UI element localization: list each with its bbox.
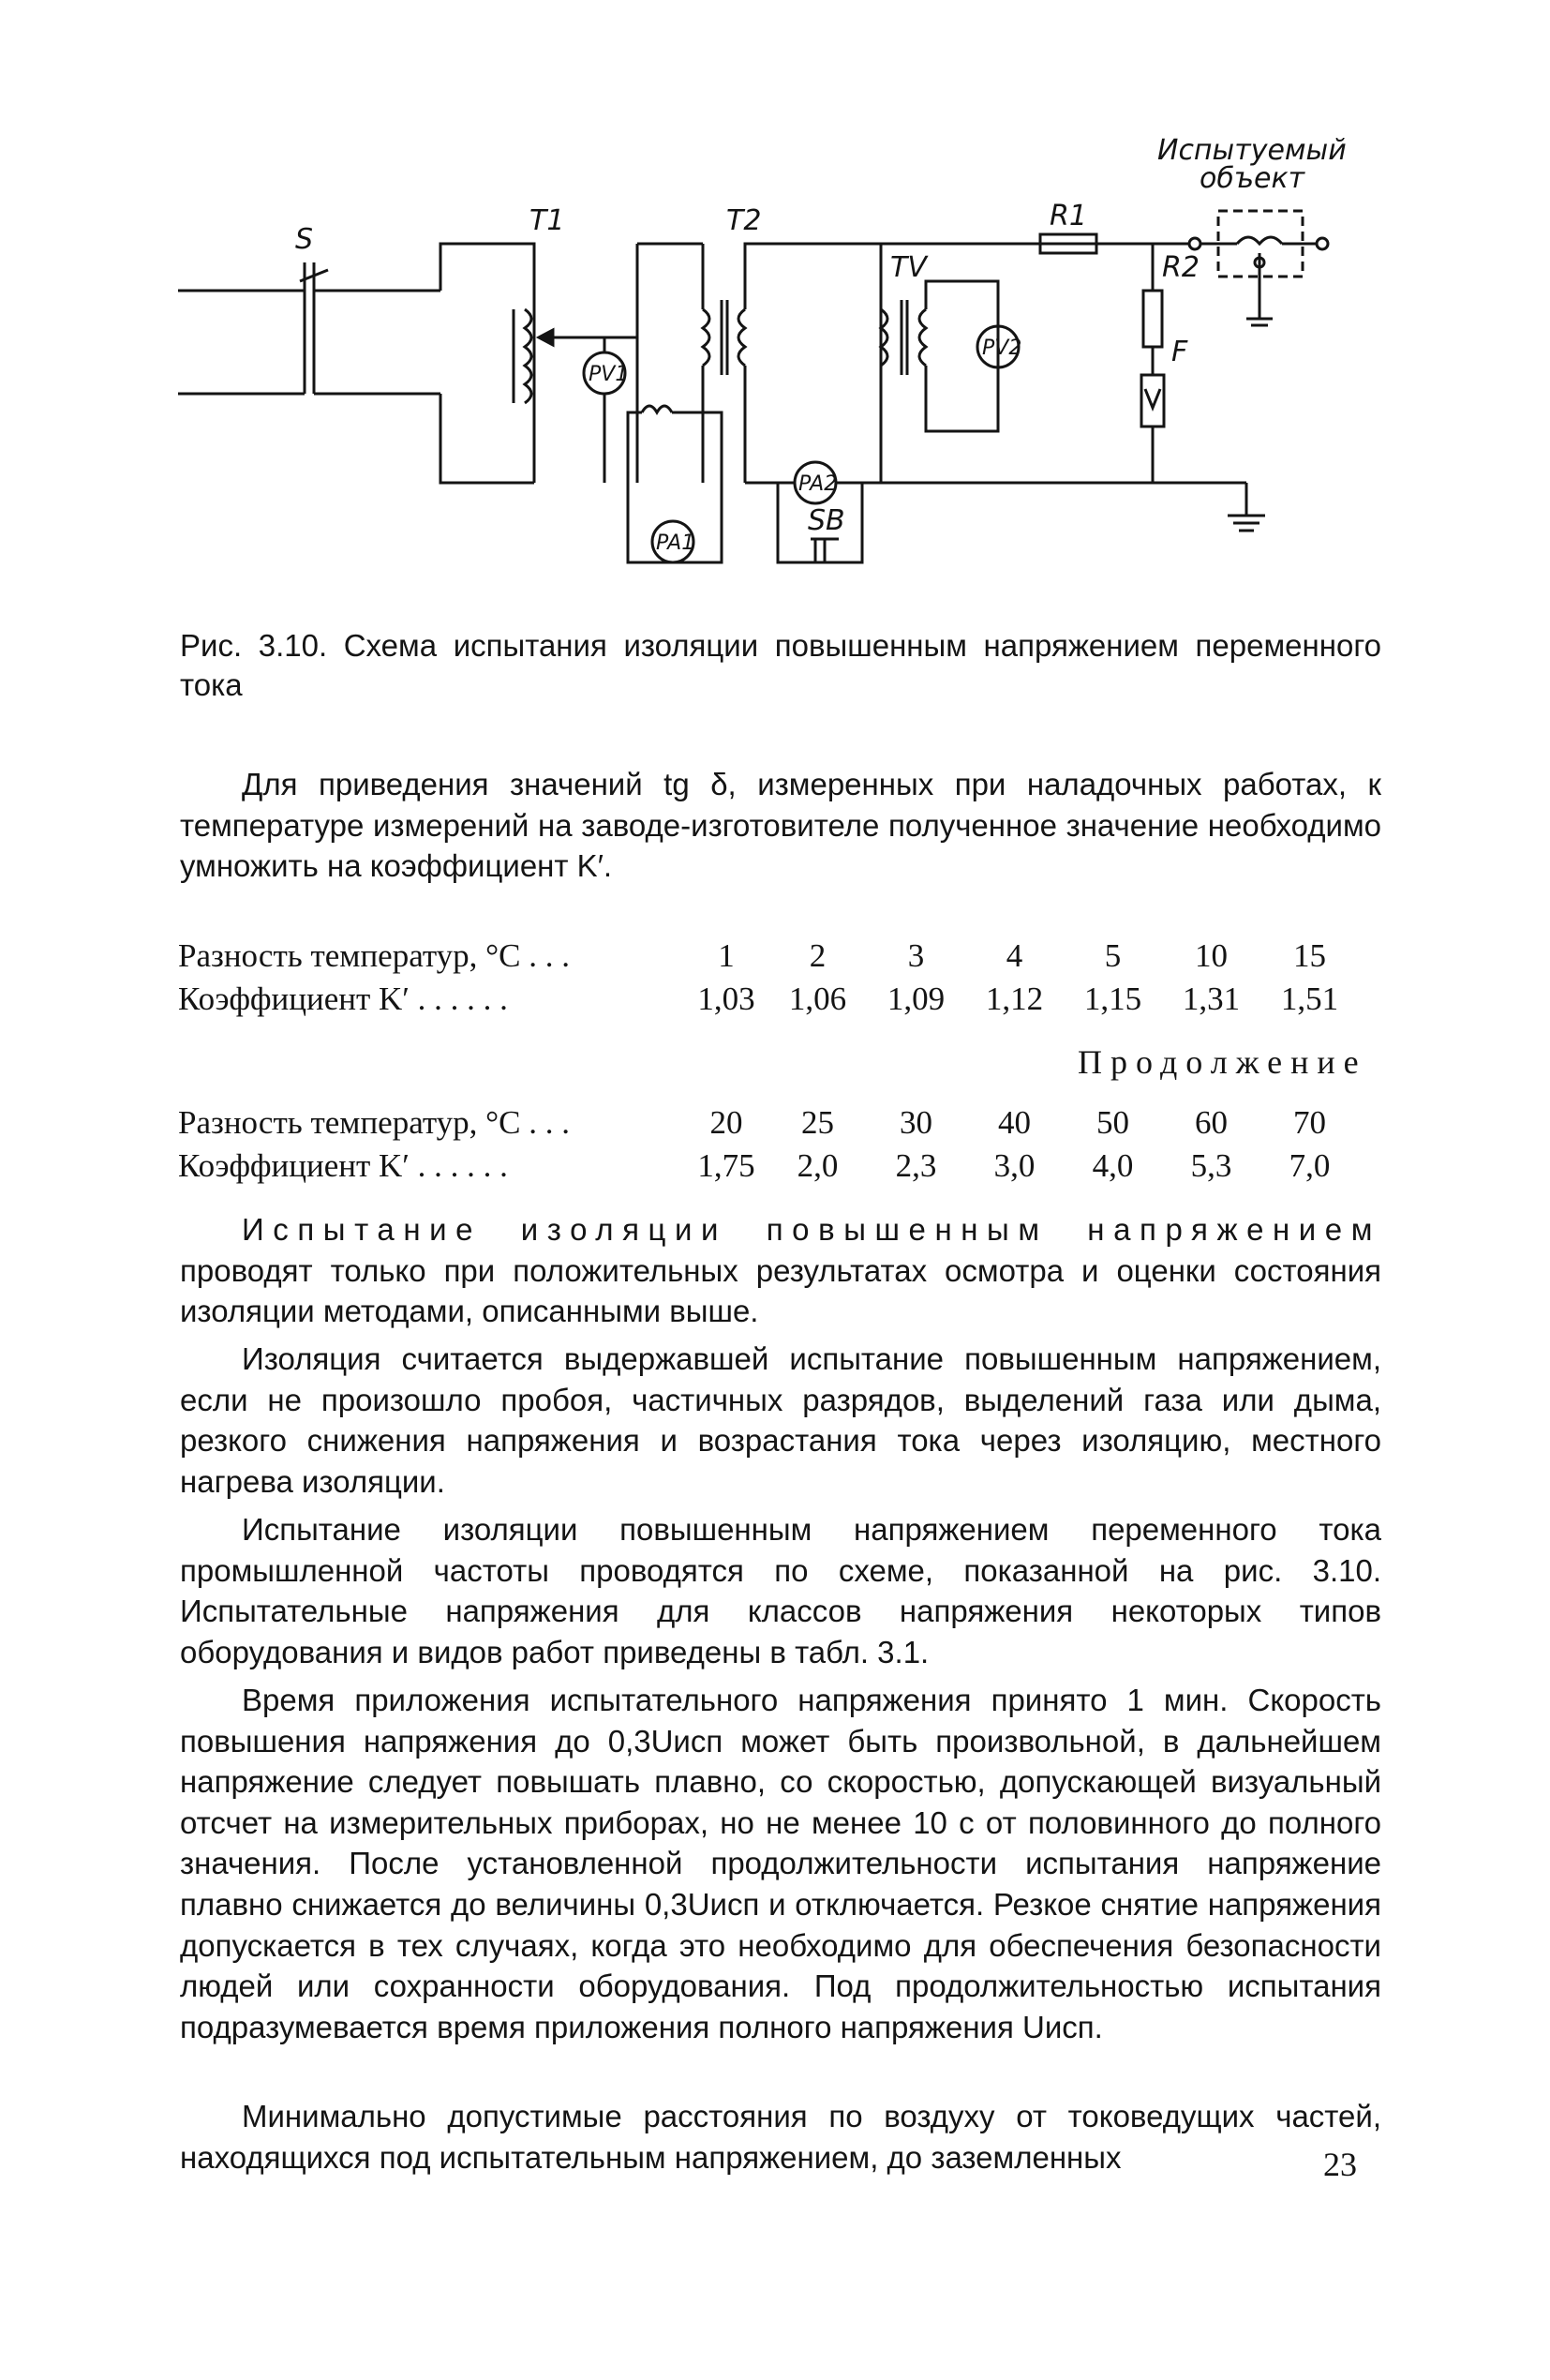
table1-coeff: 1,09 — [887, 980, 946, 1017]
t1-primary-frame — [440, 244, 534, 483]
t1-winding — [525, 309, 531, 403]
table1-temp: 1 — [718, 937, 735, 974]
pa1-current-transformer — [642, 406, 672, 412]
table2-temp: 70 — [1293, 1104, 1326, 1141]
table2-coeff: 2,3 — [895, 1147, 937, 1184]
table2-coeff: 5,3 — [1190, 1147, 1232, 1184]
label-t1: T1 — [529, 204, 565, 237]
table1-temp: 10 — [1195, 937, 1228, 974]
tv-secondary-winding — [919, 309, 926, 366]
table1-coeff: 1,03 — [697, 980, 755, 1017]
label-pv1: PV1 — [589, 363, 629, 386]
table1-row-coeffs — [178, 980, 1359, 1024]
t1-bottom-frame — [440, 394, 534, 483]
label-object-line2: объект — [1200, 162, 1305, 195]
object-terminal-left — [1189, 238, 1200, 249]
table1-coeff: 1,31 — [1182, 980, 1241, 1017]
paragraph-duration: Время приложения испытательного напряжения принято 1 мин. Скорость повышения напряжения до 0,3Uисп может быть произвольной, в дальнейшем напряжение следует повышать плавно, со скоростью, допускающей визуальный отсчет на измерительных приборах, но не менее 10 с от половинного до полного значения. После установленной продолжительности испытания напряжение плавно снижается до величины 0,3Uисп и отключается. Резкое снятие напряжения допускается в тех случаях, когда это необходимо для обеспечения безопасности людей или сохранности оборудования. Под продолжительностью испытания подразумевается время приложения полного напряжения Uисп. — [180, 1683, 1381, 2044]
t2-secondary-winding — [738, 309, 745, 366]
t2-primary-winding — [703, 309, 709, 366]
label-sb: SB — [808, 504, 845, 537]
table1-temp: 5 — [1104, 937, 1122, 974]
table1-coeff: 1,12 — [985, 980, 1044, 1017]
table2-row2-label: Коэффициент K′ . . . . . . — [178, 1147, 508, 1184]
coefficient-table-2 — [178, 1104, 1359, 1190]
object-terminal-right — [1317, 238, 1328, 249]
table1-temp: 2 — [809, 937, 827, 974]
table2-temp: 60 — [1195, 1104, 1228, 1141]
paragraph-tg-delta: Для приведения значений tg δ, измеренных при наладочных работах, к температуре измерений на заводе-изготовителе полученное значение необходимо умножить на коэффициент K′. — [180, 767, 1381, 884]
table2-temp: 30 — [900, 1104, 932, 1141]
table2-row-temps — [178, 1104, 1359, 1147]
hv-bus — [745, 244, 1171, 309]
circuit-diagram — [141, 122, 1406, 609]
f-arrow — [1145, 389, 1160, 408]
table2-coeff: 2,0 — [797, 1147, 839, 1184]
table1-temp: 15 — [1293, 937, 1326, 974]
table1-row2-label: Коэффициент K′ . . . . . . — [178, 980, 508, 1017]
spaced-heading-text: Испытание изоляции повышенным напряжением — [242, 1212, 1381, 1247]
r2-resistor — [1143, 291, 1162, 347]
t1-tap-arrow — [539, 330, 553, 345]
table1-temp: 3 — [907, 937, 925, 974]
continuation-label: Продолжение — [1078, 1043, 1367, 1081]
table1-coeff: 1,15 — [1083, 980, 1142, 1017]
coefficient-table-1 — [178, 937, 1359, 1024]
label-f: F — [1171, 336, 1188, 368]
table2-row-coeffs — [178, 1147, 1359, 1190]
paragraph-withstood: Изоляция считается выдержавшей испытание повышенным напряжением, если не произошло пробоя, частичных разрядов, выделений газа или дыма, резкого снижения напряжения и возрастания тока через изоляцию, местного нагрева изоляции. — [180, 1341, 1381, 1499]
paragraph-scheme: Испытание изоляции повышенным напряжением переменного тока промышленной частоты проводятся по схеме, показанной на рис. 3.10. Испытательные напряжения для классов напряжения некоторых типов оборудования и видов работ приведены в табл. 3.1. — [180, 1512, 1381, 1669]
label-r2: R2 — [1162, 251, 1200, 284]
table2-coeff: 4,0 — [1092, 1147, 1134, 1184]
table1-temp: 4 — [1006, 937, 1023, 974]
table2-temp: 25 — [801, 1104, 834, 1141]
object-coil — [1237, 237, 1282, 244]
paragraph-distances: Минимально допустимые расстояния по воздуху от токоведущих частей, находящихся под испытательным напряжением, до заземленных — [180, 2099, 1381, 2175]
table1-coeff: 1,51 — [1280, 980, 1339, 1017]
paragraph-test-conditions — [180, 1209, 1381, 1332]
circuit-svg — [141, 122, 1406, 609]
table1-coeff: 1,06 — [788, 980, 847, 1017]
table1-row-temps — [178, 937, 1359, 980]
label-object-line1: Испытуемый — [1157, 134, 1347, 167]
table2-temp: 20 — [709, 1104, 743, 1141]
f-arrester — [1141, 375, 1164, 427]
label-tv: TV — [890, 251, 927, 284]
table2-row1-label: Разность температур, °С . . . — [178, 1104, 571, 1141]
table2-coeff: 7,0 — [1289, 1147, 1331, 1184]
page-number: 23 — [1323, 2146, 1357, 2183]
figure-caption: Рис. 3.10. Схема испытания изоляции повышенным напряжением переменного тока — [180, 628, 1381, 702]
table1-row1-label: Разность температур, °С . . . — [178, 937, 571, 974]
paragraph-test-conditions-text: проводят только при положительных результатах осмотра и оценки состояния изоляции методами, описанными выше. — [180, 1252, 1381, 1329]
label-s: S — [295, 223, 314, 256]
table2-coeff: 1,75 — [697, 1147, 755, 1184]
label-t2: T2 — [726, 204, 762, 237]
label-pa1: PA1 — [656, 531, 695, 555]
label-pa2: PA2 — [798, 472, 838, 496]
table2-coeff: 3,0 — [993, 1147, 1036, 1184]
table2-temp: 50 — [1096, 1104, 1129, 1141]
label-pv2: PV2 — [982, 337, 1022, 360]
label-r1: R1 — [1050, 200, 1087, 232]
table2-temp: 40 — [998, 1104, 1031, 1141]
